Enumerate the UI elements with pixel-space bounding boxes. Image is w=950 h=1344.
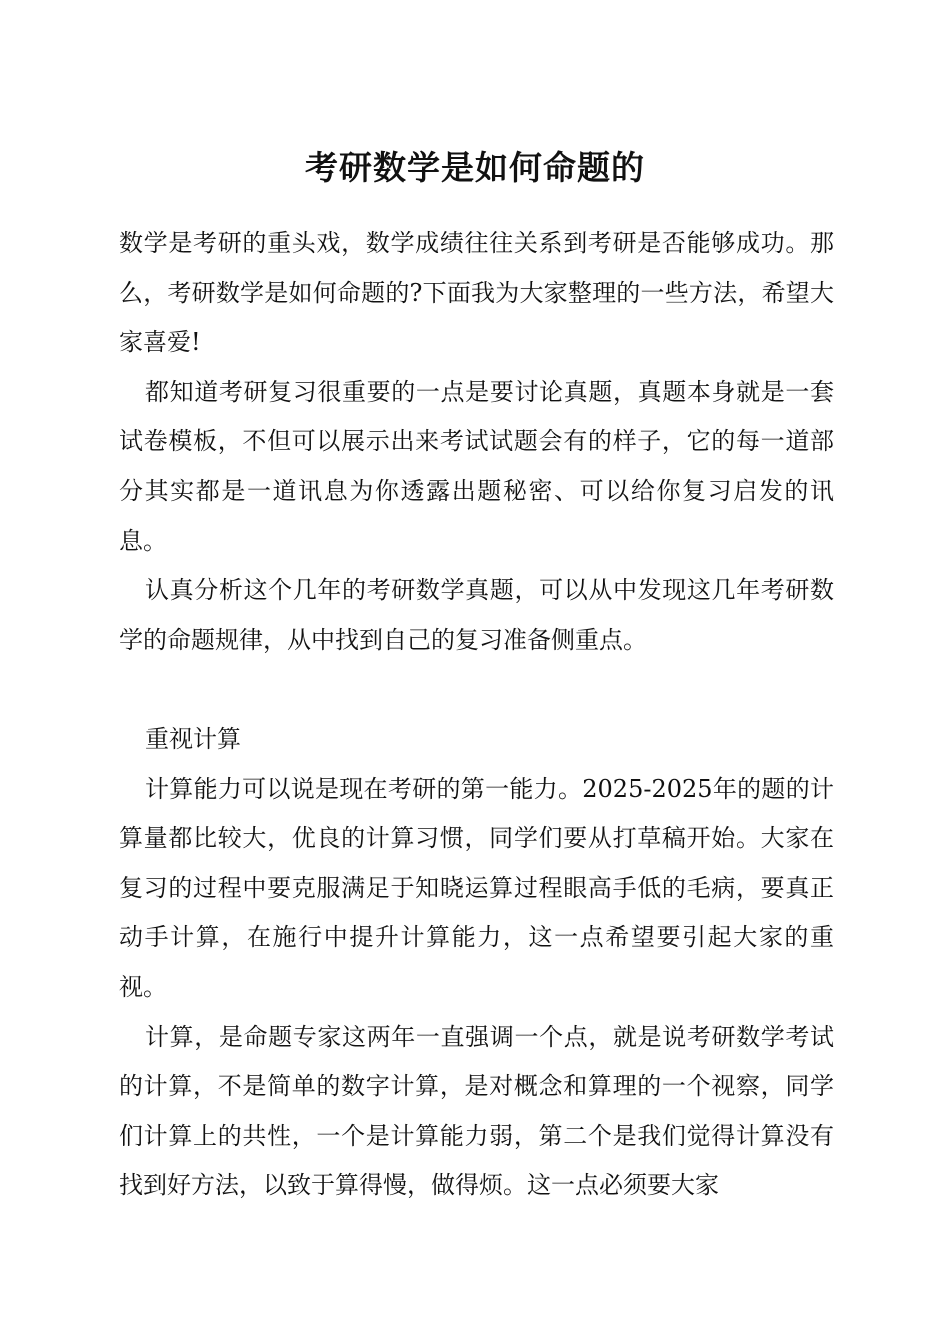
page-title: 考研数学是如何命题的 [305,148,645,187]
document-body [119,219,834,1211]
body-paragraph: 计算能力可以说是现在考研的第一能力。2025-2025年的题的计算量都比较大，优良的计算习惯，同学们要从打草稿开始。大家在复习的过程中要克服满足于知晓运算过程眼高手低的毛病，要真正动手计算，在施行中提升计算能力，这一点希望要引起大家的重视。 [119,774,834,1001]
intro-paragraph: 数学是考研的重头戏，数学成绩往往关系到考研是否能够成功。那么，考研数学是如何命题的?下面我为大家整理的一些方法，希望大家喜爱! [119,229,834,357]
body-paragraph: 认真分析这个几年的考研数学真题，可以从中发现这几年考研数学的命题规律，从中找到自己的复习准备侧重点。 [119,576,834,654]
section-heading: 重视计算 [145,724,241,753]
body-paragraph: 计算，是命题专家这两年一直强调一个点，就是说考研数学考试的计算，不是简单的数字计算，是对概念和算理的一个视察，同学们计算上的共性，一个是计算能力弱，第二个是我们觉得计算没有找到好方法，以致于算得慢，做得烦。这一点必须要大家 [119,1022,834,1200]
paragraph-spacer [119,665,834,715]
body-paragraph: 都知道考研复习很重要的一点是要讨论真题，真题本身就是一套试卷模板，不但可以展示出来考试试题会有的样子，它的每一道部分其实都是一道讯息为你透露出题秘密、可以给你复习启发的讯息。 [119,377,834,555]
